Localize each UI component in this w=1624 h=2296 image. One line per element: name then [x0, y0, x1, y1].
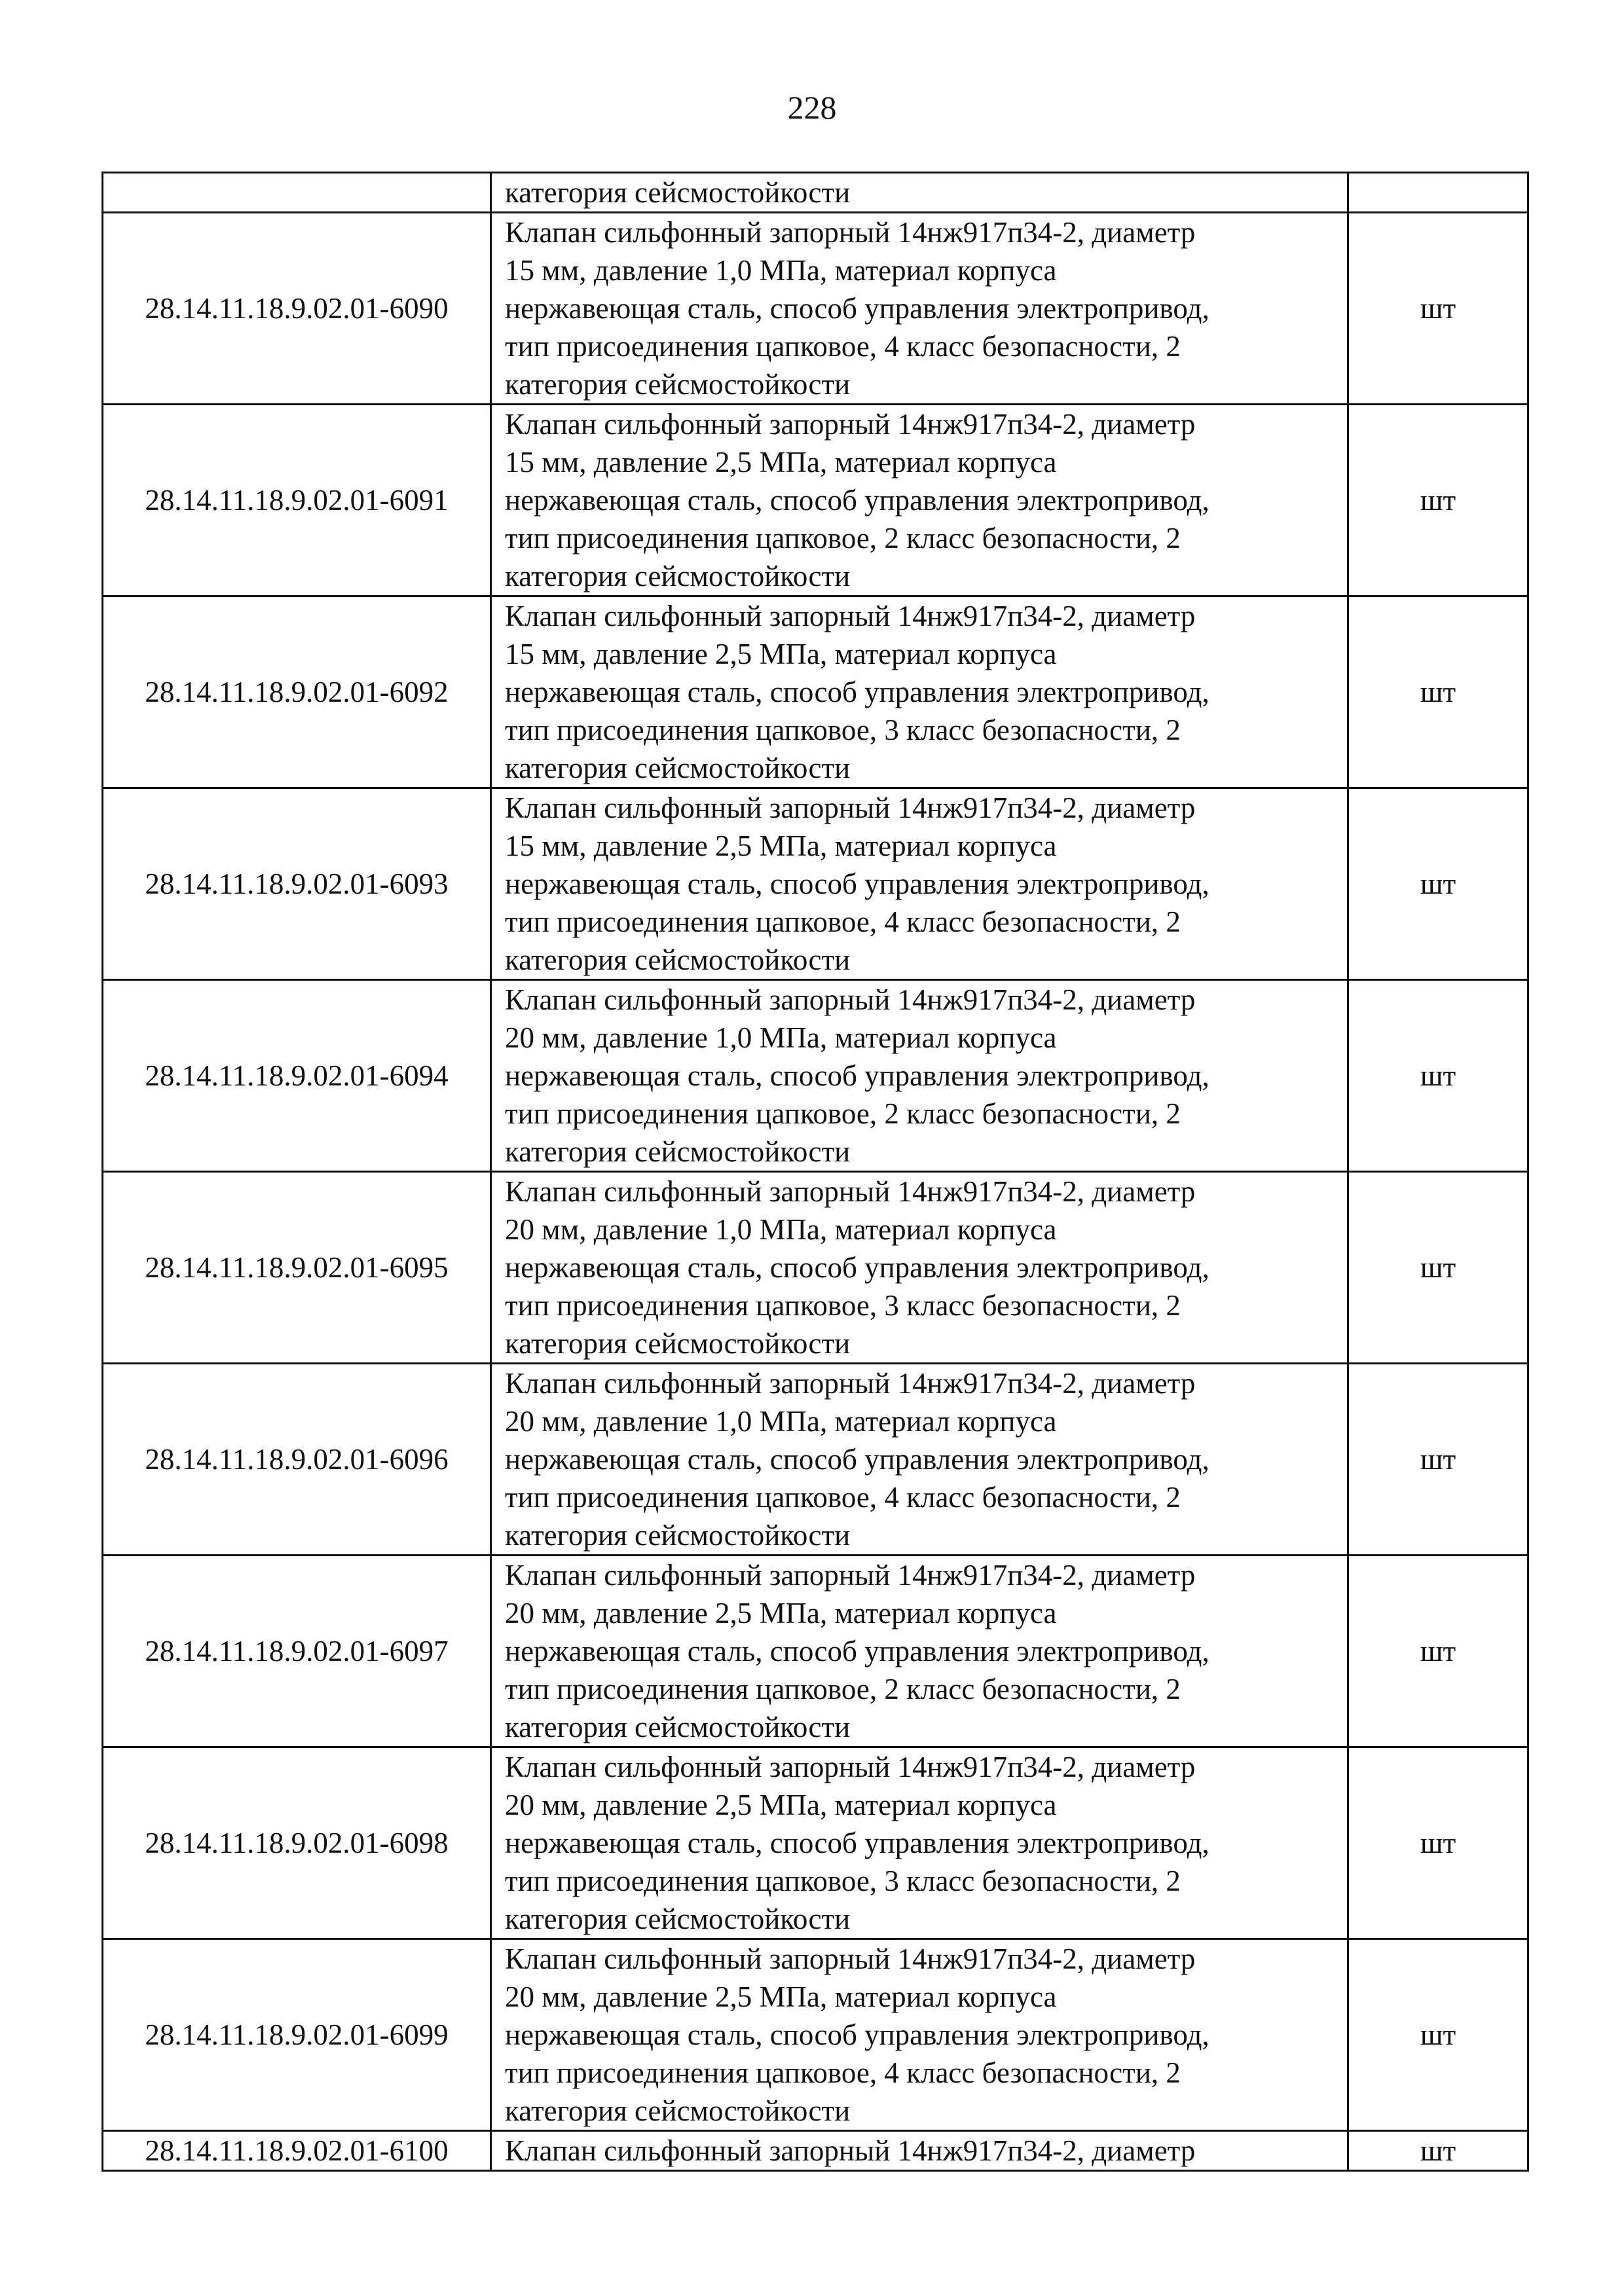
- unit-cell: шт: [1348, 1747, 1528, 1939]
- code-cell: 28.14.11.18.9.02.01-6091: [103, 405, 491, 596]
- unit-cell: шт: [1348, 788, 1528, 980]
- unit-cell: шт: [1348, 213, 1528, 405]
- table-body: [103, 173, 1528, 2171]
- description-cell: категория сейсмостойкости: [491, 173, 1348, 213]
- table-row: [103, 2131, 1528, 2171]
- page-number: 228: [787, 89, 837, 126]
- description-cell: Клапан сильфонный запорный 14нж917п34-2, диаметр 15 мм, давление 1,0 МПа, материал корпуса нержавеющая сталь, способ управления электропривод, тип присоединения цапковое, 4 класс безопасности, 2 категория сейсмостойкости: [491, 213, 1348, 405]
- description-cell: Клапан сильфонный запорный 14нж917п34-2, диаметр 15 мм, давление 2,5 МПа, материал корпуса нержавеющая сталь, способ управления электропривод, тип присоединения цапковое, 4 класс безопасности, 2 категория сейсмостойкости: [491, 788, 1348, 980]
- description-cell: Клапан сильфонный запорный 14нж917п34-2, диаметр 20 мм, давление 1,0 МПа, материал корпуса нержавеющая сталь, способ управления электропривод, тип присоединения цапковое, 4 класс безопасности, 2 категория сейсмостойкости: [491, 1364, 1348, 1556]
- unit-cell: шт: [1348, 1364, 1528, 1556]
- unit-cell: [1348, 173, 1528, 213]
- table-row: [103, 213, 1528, 405]
- code-cell: 28.14.11.18.9.02.01-6093: [103, 788, 491, 980]
- table-row: [103, 1172, 1528, 1364]
- description-cell: Клапан сильфонный запорный 14нж917п34-2, диаметр 20 мм, давление 1,0 МПа, материал корпуса нержавеющая сталь, способ управления электропривод, тип присоединения цапковое, 2 класс безопасности, 2 категория сейсмостойкости: [491, 980, 1348, 1172]
- code-cell: 28.14.11.18.9.02.01-6096: [103, 1364, 491, 1556]
- unit-cell: шт: [1348, 980, 1528, 1172]
- description-cell: Клапан сильфонный запорный 14нж917п34-2, диаметр: [491, 2131, 1348, 2171]
- table-row-continuation: [103, 173, 1528, 213]
- unit-cell: шт: [1348, 596, 1528, 788]
- description-cell: Клапан сильфонный запорный 14нж917п34-2, диаметр 20 мм, давление 2,5 МПа, материал корпуса нержавеющая сталь, способ управления электропривод, тип присоединения цапковое, 4 класс безопасности, 2 категория сейсмостойкости: [491, 1939, 1348, 2131]
- table-row: [103, 1364, 1528, 1556]
- table-row: [103, 405, 1528, 596]
- table-row: [103, 1939, 1528, 2131]
- table-row: [103, 980, 1528, 1172]
- unit-cell: шт: [1348, 405, 1528, 596]
- unit-cell: шт: [1348, 1556, 1528, 1747]
- description-cell: Клапан сильфонный запорный 14нж917п34-2, диаметр 20 мм, давление 2,5 МПа, материал корпуса нержавеющая сталь, способ управления электропривод, тип присоединения цапковое, 3 класс безопасности, 2 категория сейсмостойкости: [491, 1747, 1348, 1939]
- code-cell: 28.14.11.18.9.02.01-6098: [103, 1747, 491, 1939]
- code-cell: 28.14.11.18.9.02.01-6092: [103, 596, 491, 788]
- code-cell: 28.14.11.18.9.02.01-6100: [103, 2131, 491, 2171]
- code-cell: 28.14.11.18.9.02.01-6099: [103, 1939, 491, 2131]
- table-row: [103, 1556, 1528, 1747]
- description-cell: Клапан сильфонный запорный 14нж917п34-2, диаметр 20 мм, давление 1,0 МПа, материал корпуса нержавеющая сталь, способ управления электропривод, тип присоединения цапковое, 3 класс безопасности, 2 категория сейсмостойкости: [491, 1172, 1348, 1364]
- specification-table: [101, 172, 1529, 2172]
- description-cell: Клапан сильфонный запорный 14нж917п34-2, диаметр 15 мм, давление 2,5 МПа, материал корпуса нержавеющая сталь, способ управления электропривод, тип присоединения цапковое, 2 класс безопасности, 2 категория сейсмостойкости: [491, 405, 1348, 596]
- description-cell: Клапан сильфонный запорный 14нж917п34-2, диаметр 15 мм, давление 2,5 МПа, материал корпуса нержавеющая сталь, способ управления электропривод, тип присоединения цапковое, 3 класс безопасности, 2 категория сейсмостойкости: [491, 596, 1348, 788]
- code-cell: 28.14.11.18.9.02.01-6094: [103, 980, 491, 1172]
- code-cell: 28.14.11.18.9.02.01-6090: [103, 213, 491, 405]
- unit-cell: шт: [1348, 1939, 1528, 2131]
- table-row: [103, 596, 1528, 788]
- code-cell: 28.14.11.18.9.02.01-6095: [103, 1172, 491, 1364]
- table-row: [103, 788, 1528, 980]
- description-cell: Клапан сильфонный запорный 14нж917п34-2, диаметр 20 мм, давление 2,5 МПа, материал корпуса нержавеющая сталь, способ управления электропривод, тип присоединения цапковое, 2 класс безопасности, 2 категория сейсмостойкости: [491, 1556, 1348, 1747]
- unit-cell: шт: [1348, 1172, 1528, 1364]
- code-cell: [103, 173, 491, 213]
- code-cell: 28.14.11.18.9.02.01-6097: [103, 1556, 491, 1747]
- table-row: [103, 1747, 1528, 1939]
- unit-cell: шт: [1348, 2131, 1528, 2171]
